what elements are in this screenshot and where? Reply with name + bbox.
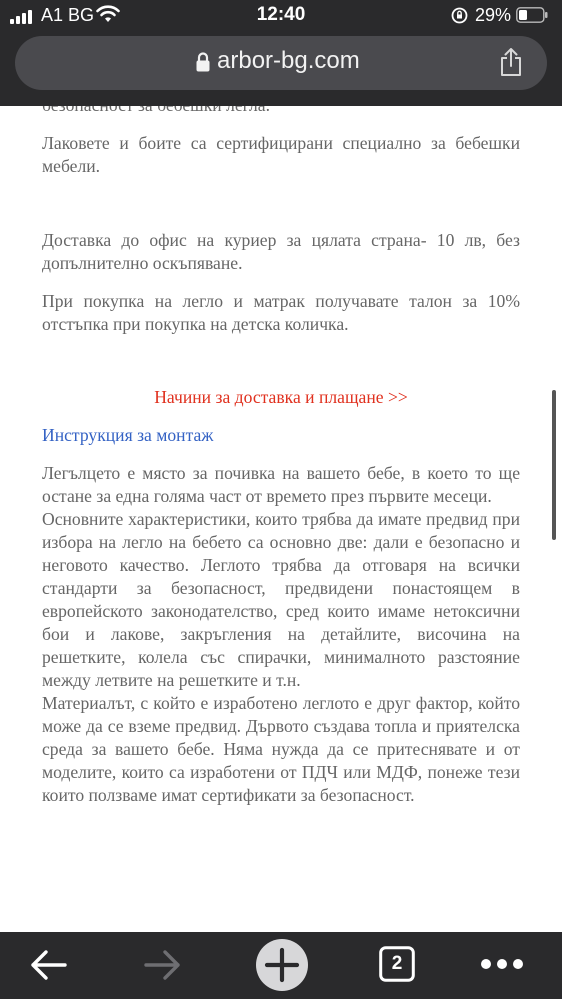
new-tab-button[interactable] bbox=[256, 939, 308, 991]
url-text: arbor-bg.com bbox=[217, 47, 360, 74]
battery-percentage: 29% bbox=[475, 5, 512, 25]
paragraph-discount: При покупка на легло и матрак получавате талон за 10% отстъпка при покупка на детска количка. bbox=[42, 291, 520, 334]
paragraph-delivery: Доставка до офис на куриер за цялата страна- 10 лв, без допълнително оскъпяване. bbox=[42, 230, 520, 273]
scrollbar[interactable] bbox=[552, 390, 556, 540]
browser-toolbar bbox=[0, 932, 562, 999]
lock-icon bbox=[195, 51, 211, 73]
article-body bbox=[42, 462, 520, 807]
back-arrow-icon[interactable] bbox=[28, 948, 68, 982]
carrier-name: A1 BG bbox=[41, 5, 95, 25]
browser-top-chrome bbox=[0, 0, 562, 106]
clock: 12:40 bbox=[256, 4, 306, 25]
battery-icon bbox=[516, 7, 548, 23]
orientation-lock-icon bbox=[451, 7, 468, 24]
paragraph-certification: Лаковете и боите са сертифицирани специално за бебешки мебели. bbox=[42, 133, 520, 176]
delivery-payment-link[interactable]: Начини за доставка и плащане >> bbox=[154, 387, 408, 407]
assembly-instructions-link[interactable]: Инструкция за монтаж bbox=[42, 425, 214, 445]
more-menu-icon[interactable] bbox=[480, 957, 524, 971]
address-bar[interactable] bbox=[15, 36, 547, 90]
plus-icon bbox=[256, 939, 308, 991]
tab-count: 2 bbox=[391, 953, 403, 974]
status-bar bbox=[0, 0, 562, 32]
body-paragraph: Материалът, с който е изработено леглото е друг фактор, който може да се вземе предвид. Дървото създава топла и приятелска среда за вашето бебе. Няма нужда да се притеснявате и от моделите, които са изработени от ПДЧ или МДФ, понеже тези които ползваме имат сертификати за безопасност. bbox=[42, 693, 520, 805]
tab-switcher-button[interactable] bbox=[379, 946, 415, 982]
share-icon[interactable] bbox=[498, 47, 524, 77]
body-paragraph: Легълцето е място за почивка на вашето бебе, в което то ще остане за една голяма част от времето през първите месеци. bbox=[42, 463, 520, 506]
forward-arrow-icon[interactable] bbox=[143, 948, 183, 982]
body-paragraph: Основните характеристики, които трябва да имате предвид при избора на легло на бебето са основно две: дали е безопасно и неговото качество. Леглото трябва да отговаря на всички стандарти за безопасност, предвидени понастоящем в европейското законодателство, сред които имаме нетоксични бои и лакове, закръгления на детайлите, височина на решетките, колела със спирачки, минималното разстояние между летвите на решетките и т.н. bbox=[42, 509, 520, 690]
